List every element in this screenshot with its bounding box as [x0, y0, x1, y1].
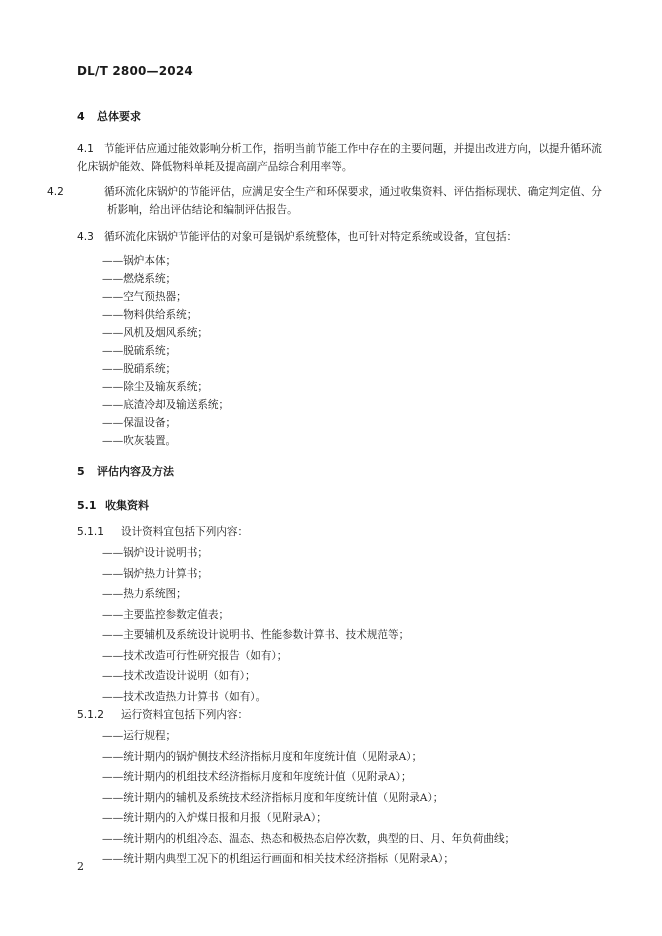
list-item: ——保温设备；	[102, 417, 177, 429]
section-5-1-heading	[77, 497, 149, 513]
scope-list	[102, 252, 229, 450]
list-item: ——空气预热器；	[102, 291, 187, 303]
list-item: ——统计期内典型工况下的机组运行画面和相关技术经济指标（见附录A）；	[102, 853, 454, 865]
clause-4-3	[77, 228, 603, 246]
clause-number: 4.1	[77, 143, 94, 155]
operation-docs-list	[102, 726, 515, 870]
list-item: ——统计期内的机组技术经济指标月度和年度统计值（见附录A）；	[102, 771, 412, 783]
list-item: ——燃烧系统；	[102, 273, 177, 285]
section-5-heading	[77, 463, 174, 479]
list-item: ——除尘及输灰系统；	[102, 381, 208, 393]
list-item: ——技术改造设计说明（如有）；	[102, 670, 256, 682]
clause-4-1	[77, 140, 603, 176]
list-item: ——技术改造热力计算书（如有）。	[102, 690, 267, 703]
section-number: 4	[77, 110, 85, 123]
list-item: ——脱硫系统；	[102, 345, 177, 357]
document-number: DL/T 2800—2024	[77, 64, 193, 78]
list-item: ——统计期内的入炉煤日报和月报（见附录A）；	[102, 812, 327, 824]
clause-text: 运行资料宜包括下列内容：	[121, 709, 249, 721]
clause-text: 循环流化床锅炉节能评估的对象可是锅炉系统整体，也可针对特定系统或设备，宜包括：	[104, 231, 518, 243]
section-title: 评估内容及方法	[97, 465, 174, 478]
list-item: ——锅炉本体；	[102, 255, 177, 267]
list-item: ——吹灰装置。	[102, 435, 177, 447]
page-number: 2	[77, 860, 84, 873]
clause-text: 节能评估应通过能效影响分析工作，指明当前节能工作中存在的主要问题，并提出改进方向，以提升循环流化床锅炉能效、降低物料单耗及提高副产品综合利用率等。	[77, 143, 602, 173]
clause-text: 设计资料宜包括下列内容：	[121, 526, 249, 538]
list-item: ——锅炉设计说明书；	[102, 547, 208, 559]
list-item: ——主要监控参数定值表；	[102, 608, 230, 621]
section-title: 总体要求	[97, 110, 141, 123]
clause-4-2	[47, 183, 603, 219]
section-title: 收集资料	[105, 499, 149, 512]
list-item: ——技术改造可行性研究报告（如有）；	[102, 649, 288, 662]
clause-number: 5.1.2	[77, 709, 104, 721]
section-4-heading	[77, 108, 141, 124]
clause-number: 4.2	[47, 186, 64, 198]
clause-number: 4.3	[77, 231, 94, 243]
list-item: ——锅炉热力计算书；	[102, 567, 208, 580]
list-item: ——主要辅机及系统设计说明书、性能参数计算书、技术规范等；	[102, 629, 410, 641]
list-item: ——统计期内的机组冷态、温态、热态和极热态启停次数，典型的日、月、年负荷曲线；	[102, 832, 516, 845]
list-item: ——脱硝系统；	[102, 363, 177, 375]
clause-5-1-1	[77, 523, 248, 541]
clause-number: 5.1.1	[77, 526, 104, 538]
section-number: 5.1	[77, 499, 97, 512]
list-item: ——热力系统图；	[102, 588, 187, 600]
clause-text: 循环流化床锅炉的节能评估，应满足安全生产和环保要求，通过收集资料、评估指标现状、确定判定值、分析影响，给出评估结论和编制评估报告。	[104, 186, 602, 216]
list-item: ——风机及烟风系统；	[102, 327, 208, 339]
section-number: 5	[77, 465, 85, 478]
list-item: ——统计期内的辅机及系统技术经济指标月度和年度统计值（见附录A）；	[102, 791, 444, 804]
list-item: ——运行规程；	[102, 730, 177, 742]
clause-5-1-2	[77, 706, 248, 724]
list-item: ——统计期内的锅炉侧技术经济指标月度和年度统计值（见附录A）；	[102, 750, 423, 763]
design-docs-list	[102, 543, 409, 707]
list-item: ——底渣冷却及输送系统；	[102, 399, 230, 411]
list-item: ——物料供给系统；	[102, 309, 198, 321]
